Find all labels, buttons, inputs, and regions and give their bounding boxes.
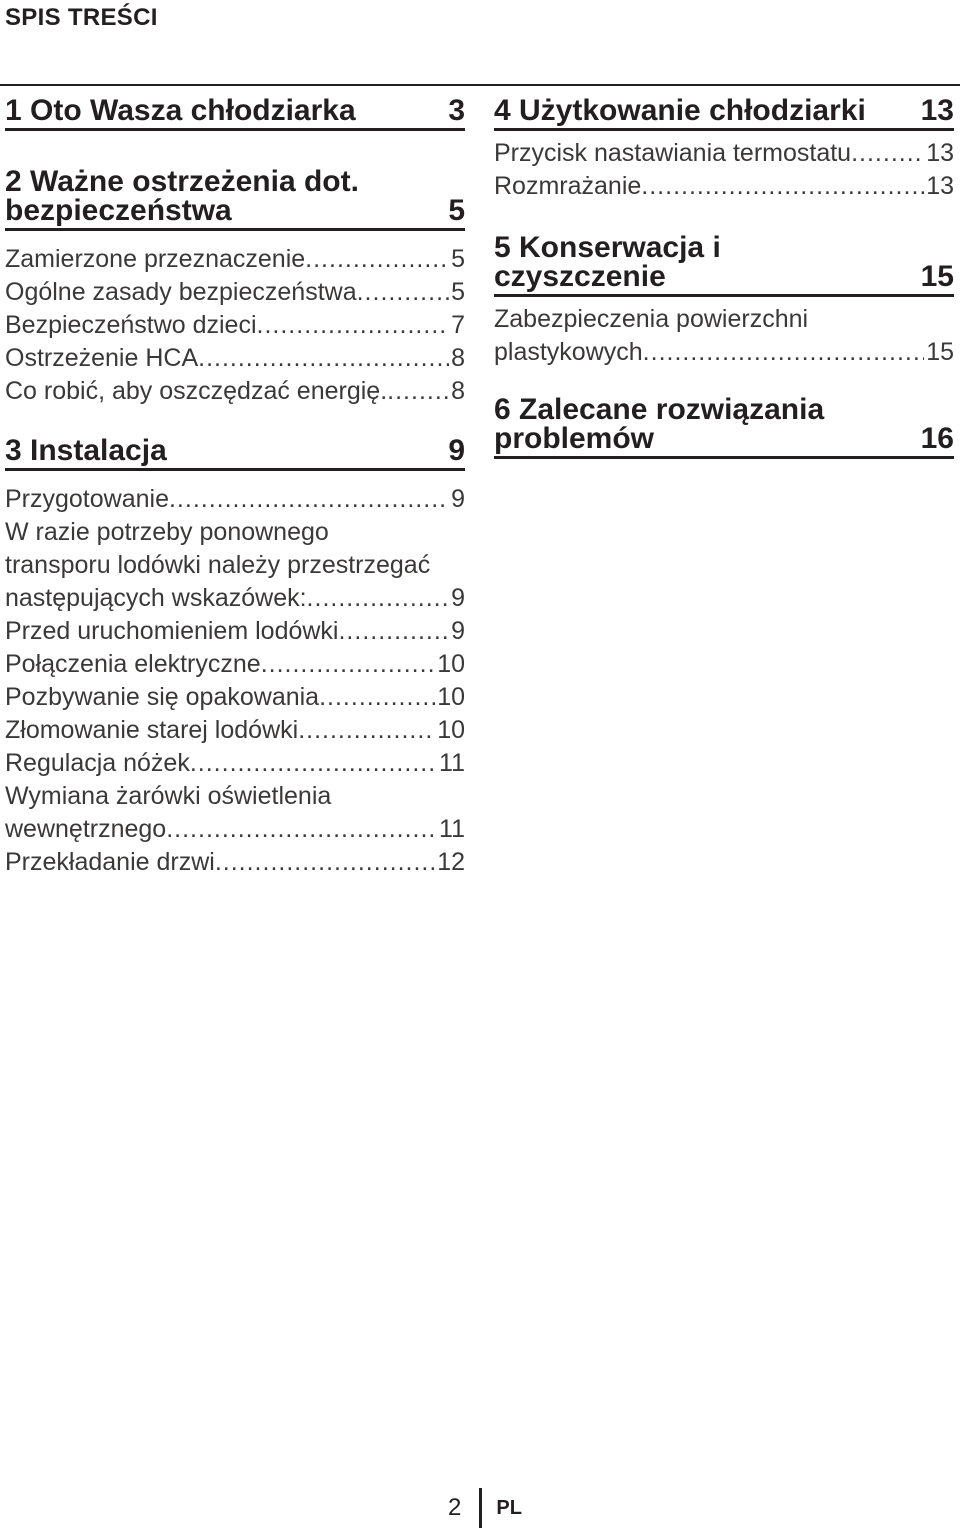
entry-page-number: 15 <box>926 338 954 366</box>
entry-text: wewnętrznego <box>5 815 167 843</box>
dot-leader <box>641 170 924 203</box>
chapter-heading <box>494 96 954 131</box>
chapter-title: 2 Ważne ostrzeżenia dot. bezpieczeństwa <box>5 165 359 227</box>
chapter-page-number: 15 <box>920 260 954 293</box>
entry-page-number: 7 <box>451 311 465 339</box>
dot-leader <box>261 648 435 681</box>
entry-line <box>5 714 465 747</box>
dot-leader <box>643 336 925 369</box>
toc-entry-zamierzone-przeznaczenie[interactable] <box>5 243 465 276</box>
entry-text-leading: Wymiana żarówki oświetlenia <box>5 782 332 810</box>
toc-entry-ostrzezenie-hca[interactable] <box>5 342 465 375</box>
entry-text: Ostrzeżenie HCA <box>5 344 199 372</box>
entry-page-number: 13 <box>926 139 954 167</box>
toc-entry-rozmrazanie[interactable] <box>494 170 954 203</box>
toc-entry-przygotowanie[interactable] <box>5 483 465 516</box>
entry-page-number: 9 <box>451 584 465 612</box>
toc-entry-co-robic-aby-oszczedzac-energie[interactable] <box>5 375 465 408</box>
entry-text-leading: W razie potrzeby ponownego transporu lodówki należy przestrzegać <box>5 518 431 579</box>
entry-page-number: 12 <box>437 848 465 876</box>
dot-leader <box>166 813 437 846</box>
entry-page-number: 13 <box>926 172 954 200</box>
chapter-title: 6 Zalecane rozwiązania problemów <box>494 393 825 455</box>
dot-leader <box>305 243 449 276</box>
chapter-entry-list <box>494 137 954 203</box>
chapter-title: 1 Oto Wasza chłodziarka <box>5 94 356 127</box>
entry-text: Połączenia elektryczne <box>5 650 261 678</box>
entry-text: Co robić, aby oszczędzać energię. <box>5 377 388 405</box>
entry-page-number: 10 <box>437 683 465 711</box>
toc-entry-zlomowanie-starej-lodowki[interactable] <box>5 714 465 747</box>
entry-text: Bezpieczeństwo dzieci <box>5 311 257 339</box>
toc-chapter[interactable] <box>5 96 465 131</box>
chapter-page-number: 16 <box>920 422 954 455</box>
entry-text: Zamierzone przeznaczenie <box>5 245 306 273</box>
entry-page-number: 10 <box>437 650 465 678</box>
footer-language: PL <box>496 1496 522 1519</box>
entry-text: Przygotowanie <box>5 485 169 513</box>
entry-page-number: 8 <box>451 377 465 405</box>
chapter-title: 5 Konserwacja i czyszczenie <box>494 231 721 293</box>
entry-line <box>5 483 465 516</box>
chapter-entry-list <box>494 303 954 369</box>
dot-leader <box>319 681 435 714</box>
chapter-heading <box>5 96 465 131</box>
chapter-entry-list <box>5 243 465 408</box>
toc-entry-przycisk-nastawiania-termostatu[interactable] <box>494 137 954 170</box>
entry-line <box>5 342 465 375</box>
toc-entry-przed-uruchomieniem-lodowki[interactable] <box>5 615 465 648</box>
chapter-entry-list <box>5 483 465 879</box>
entry-page-number: 11 <box>439 815 465 843</box>
chapter-heading <box>5 167 465 231</box>
dot-leader <box>198 342 449 375</box>
toc-entry-ogolne-zasady-bezpieczenstwa[interactable] <box>5 276 465 309</box>
toc-entry-polaczenia-elektryczne[interactable] <box>5 648 465 681</box>
dot-leader <box>307 582 450 615</box>
entry-page-number: 10 <box>437 716 465 744</box>
entry-line <box>5 276 465 309</box>
entry-line <box>5 615 465 648</box>
entry-text-leading: Zabezpieczenia powierzchni <box>494 305 809 333</box>
chapter-page-number: 3 <box>448 94 465 127</box>
page-title: SPIS TREŚCI <box>5 4 158 31</box>
chapter-heading <box>5 436 465 471</box>
entry-line <box>5 582 465 615</box>
entry-line <box>5 375 465 408</box>
toc-entry-przekladanie-drzwi[interactable] <box>5 846 465 879</box>
entry-line <box>494 137 954 170</box>
toc-chapter[interactable] <box>494 96 954 203</box>
entry-page-number: 5 <box>451 278 465 306</box>
entry-text: następujących wskazówek: <box>5 584 307 612</box>
dot-leader <box>169 483 449 516</box>
entry-text: Rozmrażanie <box>494 172 642 200</box>
chapter-title: 3 Instalacja <box>5 434 167 467</box>
entry-text: Ogólne zasady bezpieczeństwa <box>5 278 357 306</box>
chapter-page-number: 5 <box>448 194 465 227</box>
toc-entry-wymiana-zarowki-oswietlenia-wewnetrznego[interactable] <box>5 780 465 846</box>
toc-entry-bezpieczenstwo-dzieci[interactable] <box>5 309 465 342</box>
entry-text: Przekładanie drzwi <box>5 848 215 876</box>
dot-leader <box>257 309 450 342</box>
toc-right-column <box>494 88 954 459</box>
entry-page-number: 9 <box>451 485 465 513</box>
entry-line <box>5 846 465 879</box>
chapter-title: 4 Użytkowanie chłodziarki <box>494 94 866 127</box>
entry-line <box>5 243 465 276</box>
entry-line <box>5 813 465 846</box>
entry-line <box>5 681 465 714</box>
entry-line <box>5 747 465 780</box>
chapter-heading <box>494 395 954 459</box>
dot-leader <box>338 615 449 648</box>
entry-text: Przycisk nastawiania termostatu <box>494 139 852 167</box>
footer-page-number: 2 <box>448 1494 462 1521</box>
entry-page-number: 5 <box>451 245 465 273</box>
entry-text: Regulacja nóżek <box>5 749 190 777</box>
toc-chapter[interactable] <box>494 395 954 459</box>
entry-line <box>5 309 465 342</box>
toc-entry-regulacja-nozek[interactable] <box>5 747 465 780</box>
toc-entry-pozbywanie-sie-opakowania[interactable] <box>5 681 465 714</box>
entry-text: plastykowych <box>494 338 643 366</box>
chapter-heading <box>494 233 954 297</box>
toc-entry-zabezpieczenia-powierzchni-plastykowych[interactable] <box>494 303 954 369</box>
dot-leader <box>190 747 437 780</box>
dot-leader <box>851 137 924 170</box>
entry-text: Pozbywanie się opakowania <box>5 683 320 711</box>
header-rule <box>0 84 960 86</box>
entry-page-number: 9 <box>451 617 465 645</box>
entry-text: Przed uruchomieniem lodówki <box>5 617 339 645</box>
dot-leader <box>298 714 435 747</box>
dot-leader <box>357 276 449 309</box>
entry-page-number: 8 <box>451 344 465 372</box>
footer-divider <box>479 1488 482 1528</box>
chapter-page-number: 13 <box>920 94 954 127</box>
entry-page-number: 11 <box>439 749 465 777</box>
toc-left-column <box>5 88 465 885</box>
toc-chapter[interactable] <box>5 436 465 879</box>
entry-text: Złomowanie starej lodówki <box>5 716 299 744</box>
dot-leader <box>387 375 449 408</box>
toc-chapter[interactable] <box>5 167 465 408</box>
entry-line <box>494 336 954 369</box>
dot-leader <box>215 846 435 879</box>
toc-chapter[interactable] <box>494 233 954 369</box>
entry-line <box>5 648 465 681</box>
entry-line <box>494 170 954 203</box>
chapter-page-number: 9 <box>448 434 465 467</box>
page-footer <box>448 1488 522 1528</box>
toc-entry-w-razie-potrzeby-ponownego-transporu-lod[interactable] <box>5 516 465 615</box>
